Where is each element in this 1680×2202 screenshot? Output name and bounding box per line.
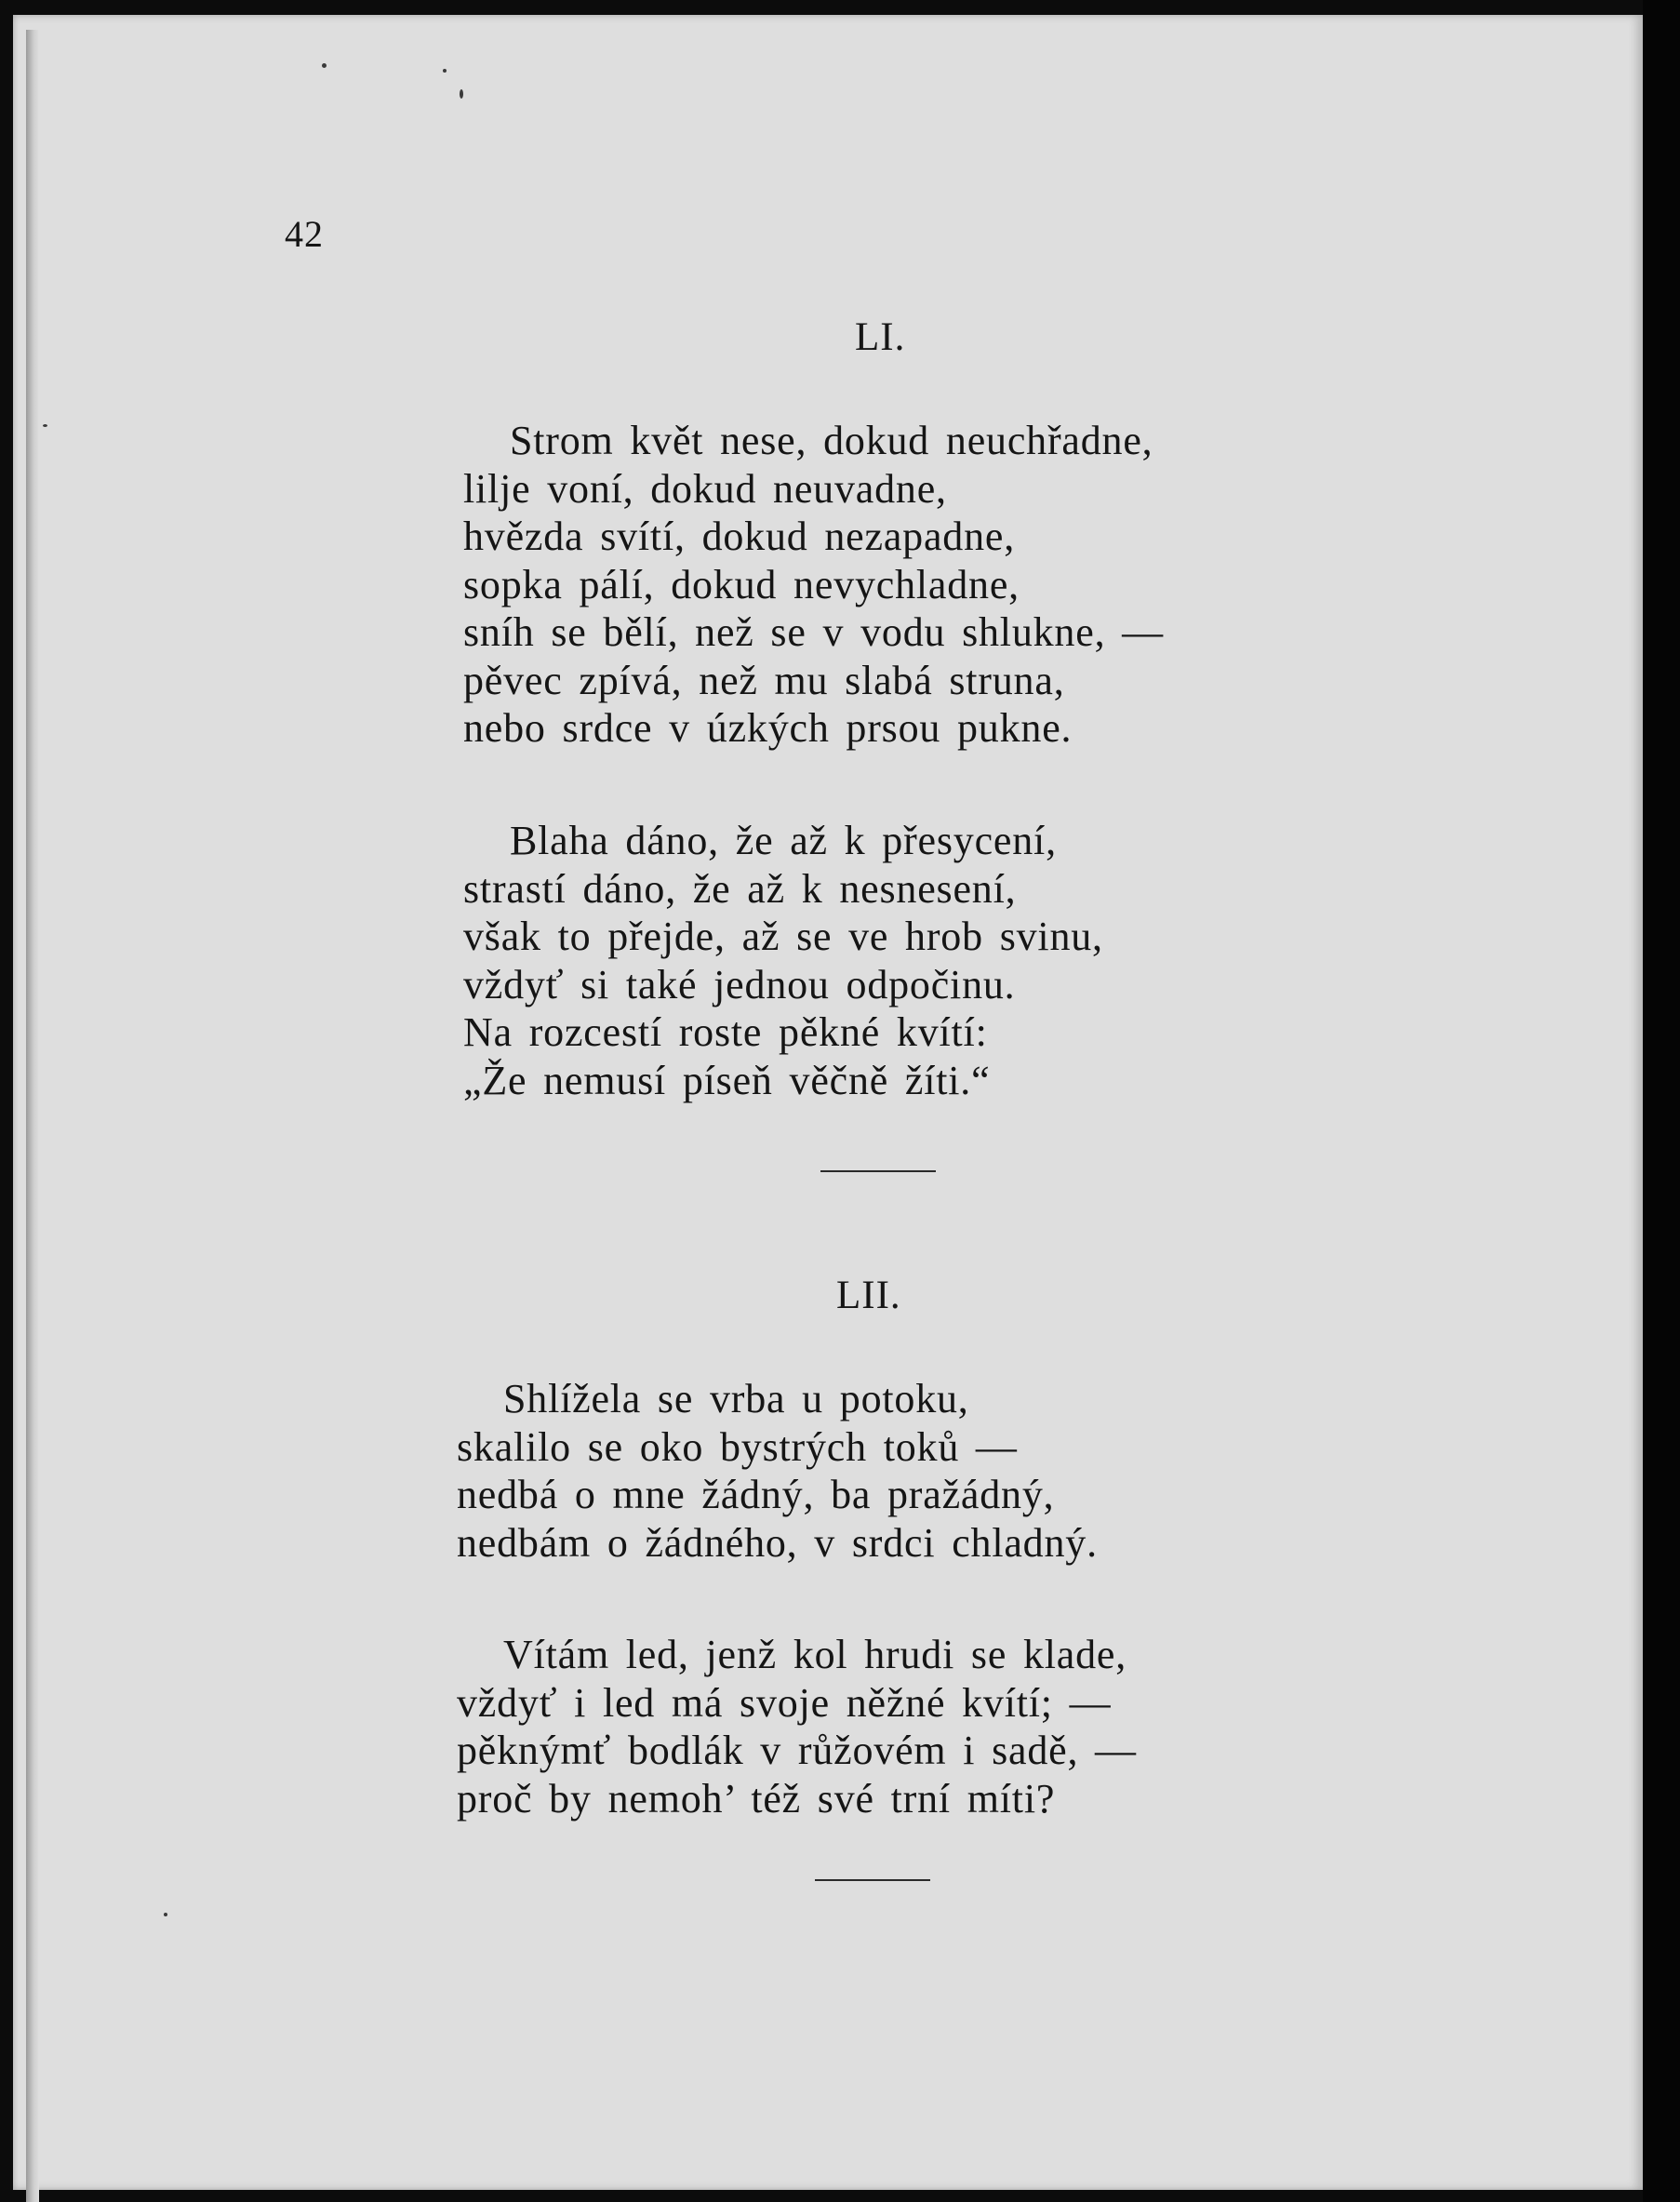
verse-line: Na rozcestí roste pěkné kvítí:	[463, 1009, 988, 1055]
scan-speck	[322, 63, 327, 68]
scan-border	[1643, 0, 1680, 2202]
verse-line: sopka pálí, dokud nevychladne,	[463, 561, 1020, 607]
verse-line: Shlížela se vrba u potoku,	[503, 1376, 969, 1421]
verse-line: Strom květ nese, dokud neuchřadne,	[510, 418, 1153, 463]
scan-speck	[43, 424, 47, 427]
scan-speck	[443, 69, 447, 73]
verse-line: lilje voní, dokud neuvadne,	[463, 465, 947, 512]
stanza	[463, 417, 1164, 753]
verse-line: vždyť si také jednou odpočinu.	[463, 961, 1016, 1008]
verse-line: skalilo se oko bystrých toků —	[457, 1423, 1018, 1470]
verse-line: hvězda svítí, dokud nezapadne,	[463, 514, 1016, 559]
section-divider	[815, 1879, 930, 1881]
book-page	[13, 15, 1643, 2190]
verse-line: nedbám o žádného, v srdci chladný.	[457, 1519, 1098, 1566]
section-divider	[820, 1170, 936, 1172]
verse-line: však to přejde, až se ve hrob svinu,	[463, 914, 1103, 959]
verse-line: „Že nemusí píseň věčně žíti.“	[463, 1057, 991, 1103]
verse-line: pěvec zpívá, než mu slabá struna,	[463, 657, 1065, 703]
verse-line: nebo srdce v úzkých prsou pukne.	[463, 705, 1073, 751]
stanza	[457, 1375, 1098, 1567]
page-gutter	[26, 30, 39, 2202]
verse-line: pěknýmť bodlák v růžovém i sadě, —	[457, 1728, 1137, 1773]
page-number: 42	[285, 213, 324, 255]
verse-line: strastí dáno, že až k nesnesení,	[463, 865, 1017, 912]
stanza	[463, 817, 1103, 1104]
stanza	[457, 1631, 1137, 1822]
verse-line: nedbá o mne žádný, ba pražádný,	[457, 1472, 1055, 1517]
verse-line: Vítám led, jenž kol hrudi se klade,	[503, 1632, 1127, 1677]
verse-line: proč by nemoh’ též své trní míti?	[457, 1775, 1056, 1822]
verse-line: Blaha dáno, že až k přesycení,	[510, 818, 1057, 863]
section-heading-li: LI.	[855, 315, 906, 359]
scan-speck	[164, 1913, 167, 1916]
verse-line: vždyť i led má svoje něžné kvítí; —	[457, 1679, 1112, 1726]
section-heading-lii: LII.	[836, 1274, 901, 1317]
verse-line: sníh se bělí, než se v vodu shlukne, —	[463, 609, 1164, 655]
scan-speck	[460, 89, 463, 99]
